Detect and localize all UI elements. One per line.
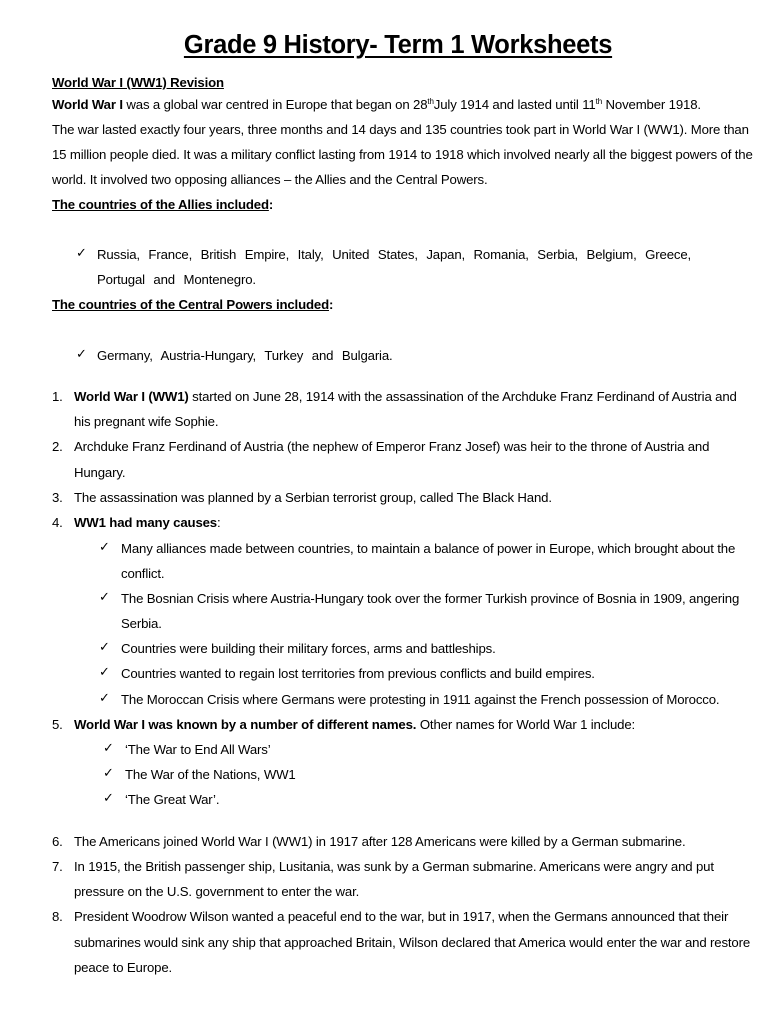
allies-heading-text: The countries of the Allies included xyxy=(52,197,269,212)
check-icon: ✓ xyxy=(99,540,110,555)
name-3: ‘The Great War’. xyxy=(125,792,220,807)
intro-text: July 1914 and lasted until 11 xyxy=(433,97,596,112)
item-2-line-1: Archduke Franz Ferdinand of Austria (the nephew of Emperor Franz Josef) was heir to the throne of Austria and xyxy=(74,439,710,454)
cause-3: Countries were building their military forces, arms and battleships. xyxy=(121,641,496,656)
item-number: 2. xyxy=(52,439,63,454)
check-icon: ✓ xyxy=(103,766,114,781)
heading-colon: : xyxy=(268,197,274,212)
central-powers-list: Germany, Austria-Hungary, Turkey and Bulgaria. xyxy=(97,348,393,363)
item-number: 7. xyxy=(52,859,63,874)
cause-2-line-2: Serbia. xyxy=(121,616,162,631)
ordinal-suffix: th xyxy=(427,97,434,106)
item-4-bold: WW1 had many causes xyxy=(74,515,217,530)
item-number: 4. xyxy=(52,515,63,530)
cause-4: Countries wanted to regain lost territories from previous conflicts and build empires. xyxy=(121,666,595,681)
page-title: Grade 9 History- Term 1 Worksheets xyxy=(183,31,613,59)
intro-paragraph-line-3: 15 million people died. It was a military conflict lasting from 1914 to 1918 which involved nearly all the biggest powers of the xyxy=(52,147,753,162)
check-icon: ✓ xyxy=(76,246,87,261)
item-5-text: Other names for World War 1 include: xyxy=(416,717,636,732)
name-1: ‘The War to End All Wars’ xyxy=(125,742,271,757)
intro-text: November 1918. xyxy=(602,97,701,112)
allies-list-line-1: Russia, France, British Empire, Italy, United States, Japan, Romania, Serbia, Belgium, Greece, xyxy=(97,247,692,262)
cause-1-line-1: Many alliances made between countries, to maintain a balance of power in Europe, which brought about the xyxy=(121,541,736,556)
heading-colon: : xyxy=(328,297,334,312)
item-4-colon: : xyxy=(217,515,221,530)
cause-2-line-1: The Bosnian Crisis where Austria-Hungary took over the former Turkish province of Bosnia in 1909, angering xyxy=(121,591,740,606)
item-8-line-1: President Woodrow Wilson wanted a peaceful end to the war, but in 1917, when the Germans announced that their xyxy=(74,909,729,924)
check-icon: ✓ xyxy=(99,665,110,680)
check-icon: ✓ xyxy=(99,590,110,605)
item-8-line-2: submarines would sink any ship that approached Britain, Wilson declared that America would enter the war and restore xyxy=(74,935,751,950)
ordinal-suffix: th xyxy=(595,97,602,106)
central-powers-heading-text: The countries of the Central Powers included xyxy=(52,297,329,312)
item-6-line-1: The Americans joined World War I (WW1) in 1917 after 128 Americans were killed by a German submarine. xyxy=(74,834,686,849)
item-2-line-2: Hungary. xyxy=(74,465,126,480)
item-1-bold: World War I (WW1) xyxy=(74,389,189,404)
name-2: The War of the Nations, WW1 xyxy=(125,767,296,782)
item-5-bold: World War I was known by a number of different names. xyxy=(74,717,417,732)
check-icon: ✓ xyxy=(103,791,114,806)
central-powers-heading xyxy=(52,296,333,314)
check-icon: ✓ xyxy=(99,640,110,655)
item-7-line-2: pressure on the U.S. government to enter the war. xyxy=(74,884,360,899)
allies-list-line-2: Portugal and Montenegro. xyxy=(97,272,256,287)
item-3-line-1: The assassination was planned by a Serbian terrorist group, called The Black Hand. xyxy=(74,490,552,505)
check-icon: ✓ xyxy=(103,741,114,756)
intro-paragraph-line-1 xyxy=(52,96,701,114)
item-number: 5. xyxy=(52,717,63,732)
intro-text: was a global war centred in Europe that began on 28 xyxy=(122,97,428,112)
intro-paragraph-line-2: The war lasted exactly four years, three months and 14 days and 135 countries took part in World War I (WW1). More than xyxy=(52,122,749,137)
item-1-line-1 xyxy=(74,388,737,406)
item-number: 6. xyxy=(52,834,63,849)
cause-5: The Moroccan Crisis where Germans were protesting in 1911 against the French possession of Morocco. xyxy=(121,692,720,707)
allies-heading xyxy=(52,196,273,214)
item-5-line-1 xyxy=(74,716,635,734)
check-icon: ✓ xyxy=(99,691,110,706)
check-icon: ✓ xyxy=(76,347,87,362)
item-7-line-1: In 1915, the British passenger ship, Lusitania, was sunk by a German submarine. Americans were angry and put xyxy=(74,859,714,874)
revision-heading: World War I (WW1) Revision xyxy=(52,75,224,90)
intro-bold-term: World War I xyxy=(52,97,123,112)
cause-1-line-2: conflict. xyxy=(121,566,165,581)
item-4-line-1 xyxy=(74,514,221,532)
item-8-line-3: peace to Europe. xyxy=(74,960,173,975)
item-number: 1. xyxy=(52,389,63,404)
intro-paragraph-line-4: world. It involved two opposing alliances – the Allies and the Central Powers. xyxy=(52,172,488,187)
item-number: 3. xyxy=(52,490,63,505)
item-1-text: started on June 28, 1914 with the assassination of the Archduke Franz Ferdinand of Austria and xyxy=(188,389,737,404)
item-number: 8. xyxy=(52,909,63,924)
item-1-line-2: his pregnant wife Sophie. xyxy=(74,414,219,429)
